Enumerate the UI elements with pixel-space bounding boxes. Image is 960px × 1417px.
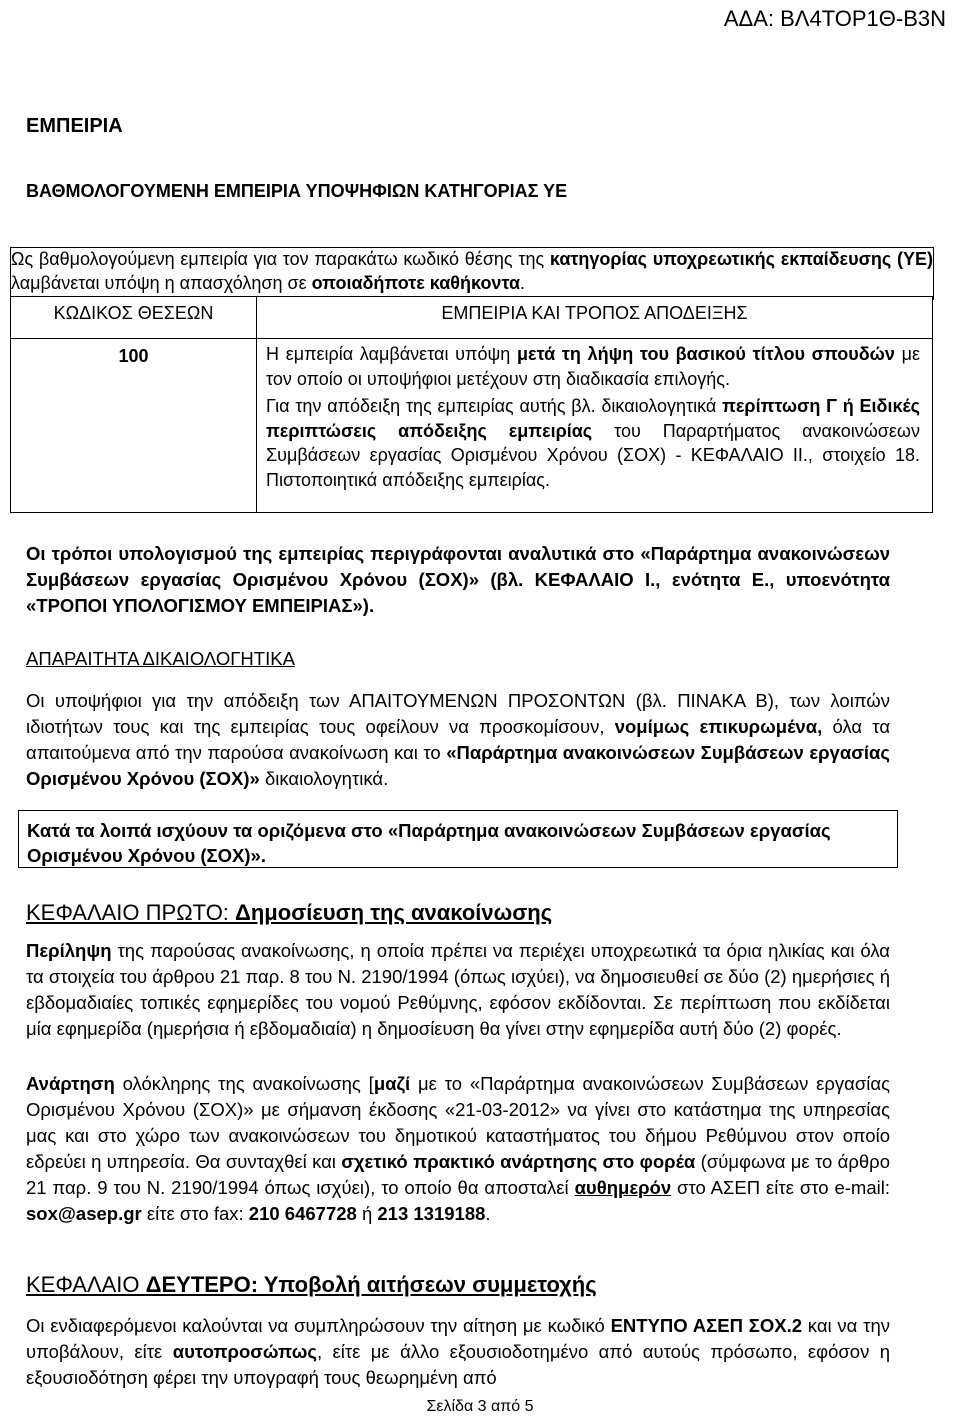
- page-number: Σελίδα 3 από 5: [426, 1398, 534, 1415]
- table-divider: [256, 297, 257, 512]
- fax-number: 210 6467728: [248, 1203, 357, 1224]
- experience-condition: Η εμπειρία λαμβάνεται υπόψη μετά τη λήψη του βασικού τίτλου σπουδών με τον οποίο οι υποψήφιοι μετέχουν στη διαδικασία επιλογής.: [266, 344, 920, 389]
- experience-proof: Για την απόδειξη της εμπειρίας αυτής βλ. δικαιολογητικά περίπτωση Γ ή Ειδικές περιπτώσεις απόδειξης εμπειρίας του Παραρτήματος ανακοινώσεων Συμβάσεων εργασίας Ορισμένου Χρόνου (ΣΟΧ) - ΚΕΦΑΛΑΙΟ ΙΙ., στοιχείο 18. Πιστοποιητικά απόδειξης εμπειρίας.: [266, 396, 920, 490]
- required-docs-text: Οι υποψήφιοι για την απόδειξη των ΑΠΑΙΤΟΥΜΕΝΩΝ ΠΡΟΣΟΝΤΩΝ (βλ. ΠΙΝΑΚΑ Β), των λοιπών ιδιοτήτων τους και της εμπειρίας τους οφείλουν να προσκομίσουν, νομίμως επικυρωμένα, όλα τα απαιτούμενα από την παρούσα ανακοίνωση και το «Παράρτημα ανακοινώσεων Συμβάσεων εργασίας Ορισμένου Χρόνου (ΣΟΧ)» δικαιολογητικά.: [26, 690, 891, 789]
- col-header-codes: ΚΩΔΙΚΟΣ ΘΕΣΕΩΝ: [53, 303, 214, 323]
- experience-intro: Ως βαθμολογούμενη εμπειρία για τον παρακάτω κωδικό θέσης της κατηγορίας υποχρεωτικής εκπαίδευσης (ΥΕ) λαμβάνεται υπόψη η απασχόληση σε οποιαδήποτε καθήκοντα.: [10, 247, 934, 300]
- position-code: 100: [118, 346, 149, 366]
- col-header-experience: ΕΜΠΕΙΡΙΑ ΚΑΙ ΤΡΟΠΟΣ ΑΠΟΔΕΙΞΗΣ: [441, 303, 748, 323]
- calculation-note: Οι τρόποι υπολογισμού της εμπειρίας περιγράφονται αναλυτικά στο «Παράρτημα ανακοινώσεων Συμβάσεων εργασίας Ορισμένου Χρόνου (ΣΟΧ)» (βλ. ΚΕΦΑΛΑΙΟ Ι., ενότητα Ε., υποενότητα «ΤΡΟΠΟΙ ΥΠΟΛΟΓΙΣΜΟΥ ΕΜΠΕΙΡΙΑΣ»).: [26, 543, 890, 616]
- section-subtitle: ΒΑΘΜΟΛΟΓΟΥΜΕΝΗ ΕΜΠΕΙΡΙΑ ΥΠΟΨΗΦΙΩΝ ΚΑΤΗΓΟΡΙΑΣ ΥΕ: [26, 181, 568, 201]
- ada-header: ΑΔΑ: ΒΛ4ΤΟΡ1Θ-Β3Ν: [723, 6, 946, 31]
- boxed-note: Κατά τα λοιπά ισχύουν τα οριζόμενα στο «Παράρτημα ανακοινώσεων Συμβάσεων εργασίας Ορισμένου Χρόνου (ΣΟΧ)».: [18, 810, 898, 868]
- posting-paragraph: Ανάρτηση ολόκληρης της ανακοίνωσης [μαζί με το «Παράρτημα ανακοινώσεων Συμβάσεων εργασίας Ορισμένου Χρόνου (ΣΟΧ)» με σήμανση έκδοσης «21-03-2012» να γίνει στο κατάστημα της υπηρεσίας μας και στο χώρο των ανακοινώσεων του δημοτικού καταστήματος του δήμου Ρεθύμνου στον οποίο εδρεύει η υπηρεσία. Θα συνταχθεί και σχετικό πρακτικό ανάρτησης στο φορέα (σύμφωνα με το άρθρο 21 παρ. 9 του Ν. 2190/1994 όπως ισχύει), το οποίο θα αποσταλεί αυθημερόν στο ΑΣΕΠ είτε στο e-mail: sox@asep.gr είτε στο fax: 210 6467728 ή 213 1319188.: [26, 1073, 890, 1224]
- table-divider: [11, 338, 932, 339]
- experience-table: [10, 296, 933, 513]
- section-title: ΕΜΠΕΙΡΙΑ: [26, 115, 123, 137]
- summary-paragraph: Περίληψη της παρούσας ανακοίνωσης, η οποία πρέπει να περιέχει υποχρεωτικά τα όρια ηλικίας και όλα τα στοιχεία του άρθρου 21 παρ. 8 του Ν. 2190/1994 (όπως ισχύει), να δημοσιευθεί σε δύο (2) ημερήσιες ή εβδομαδιαίες τοπικές εφημερίδες του νομού Ρεθύμνης, εφόσον εκδίδονται. Σε περίπτωση που εκδίδεται μία εφημερίδα (ημερήσια ή εβδομαδιαία) η δημοσίευση θα γίνει στην εφημερίδα αυτή δύο (2) φορές.: [26, 940, 890, 1039]
- email-address: sox@asep.gr: [26, 1203, 142, 1224]
- chapter-one-heading: ΚΕΦΑΛΑΙΟ ΠΡΩΤΟ: Δημοσίευση της ανακοίνωσης: [26, 900, 553, 925]
- required-docs-heading: ΑΠΑΡΑΙΤΗΤΑ ΔΙΚΑΙΟΛΟΓΗΤΙΚΑ: [26, 648, 295, 669]
- applications-paragraph: Οι ενδιαφερόμενοι καλούνται να συμπληρώσουν την αίτηση με κωδικό ΕΝΤΥΠΟ ΑΣΕΠ ΣΟΧ.2 και να την υποβάλουν, είτε αυτοπροσώπως, είτε με άλλο εξουσιοδοτημένο από αυτούς πρόσωπο, εφόσον η εξουσιοδότηση φέρει την υπογραφή τους θεωρημένη από: [26, 1315, 891, 1388]
- chapter-two-heading: ΚΕΦΑΛΑΙΟ ΔΕΥΤΕΡΟ: Υποβολή αιτήσεων συμμετοχής: [26, 1272, 597, 1297]
- fax-number: 213 1319188: [377, 1203, 486, 1224]
- experience-description: [266, 342, 920, 495]
